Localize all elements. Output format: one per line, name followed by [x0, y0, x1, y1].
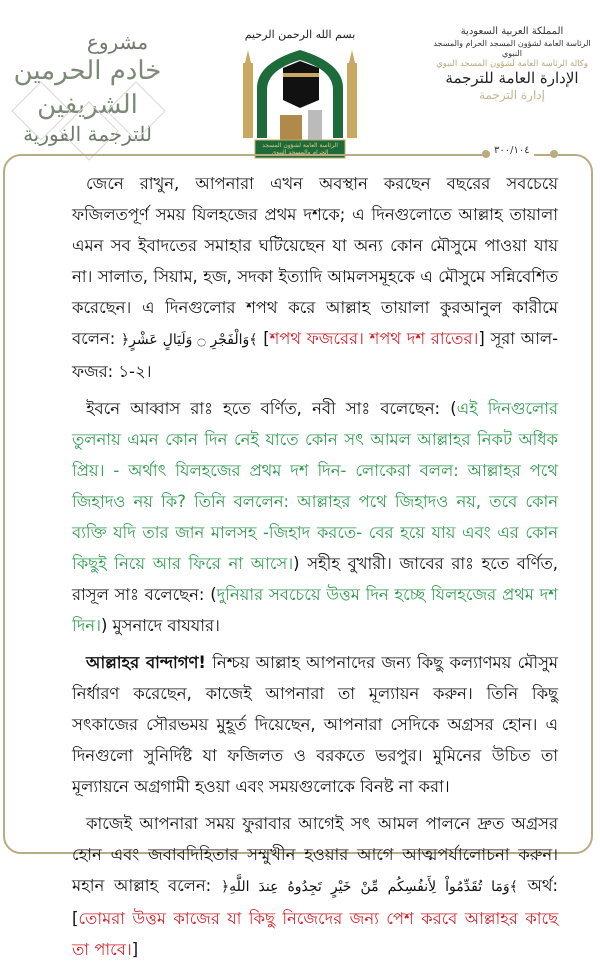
reference-number: ٣٠٠/١٠٤ [490, 145, 534, 156]
paragraph-2 [72, 393, 558, 641]
logo-right-line5: إدارة الترجمة [479, 87, 545, 102]
logo-right-line4: الإدارة العامة للترجمة [445, 69, 579, 88]
paragraph-1 [72, 168, 558, 387]
verse-translation: তোমরা উত্তম কাজের যা কিছু নিজেদের জন্য পেশ করবে আল্লাহর কাছে তা পাবে। [72, 909, 558, 959]
khadim-haramain-translation-logo [0, 30, 175, 155]
basmala: بسم الله الرحمن الرحيم [244, 28, 356, 41]
frame-dot [550, 150, 558, 158]
presidency-emblem [235, 28, 365, 163]
general-presidency-logo [432, 26, 592, 103]
text: কাজেই আপনারা সময় ফুরাবার আগেই সৎ আমল পালনে দ্রুত অগ্রসর হোন এবং জবাবদিহিতার সম্মুখীন হওয়ার আগে আত্মপর্যালোচনা করুন। মহান আল্লাহ বলেন: [72, 814, 558, 895]
logo-left-line2: خادم الحرمين الشريفين [13, 56, 162, 120]
document-body [72, 168, 558, 971]
hadith-source: ) মুসনাদে বাযযার। [100, 616, 220, 635]
logo-right-line2: الرئاسة العامة لشؤون المسجد الحرام والمسجد النبوي [433, 38, 591, 58]
logo-left-line1: مشروع [86, 30, 149, 54]
hadith-text-2: দুনিয়ার সবচেয়ে উত্তম দিন হচ্ছে যিলহজের প্রথম দশ দিন। [72, 585, 558, 635]
text: [ [257, 329, 270, 348]
text: অর্থ: [ [72, 876, 558, 928]
paragraph-4 [72, 808, 558, 965]
surah-reference: ] সূরা আল-ফজর: ১-২। [72, 329, 559, 381]
quran-verse-fajr: ﴿وَالْفَجْرِ ۝ وَلَيَالٍ عَشْرٍ﴾ [120, 332, 258, 348]
logo-right-line3: وكالة الرئاسة العامة لشؤون المسجد النبوي [436, 58, 588, 69]
address-heading: আল্লাহর বান্দাগণ! [86, 653, 206, 672]
text: নিশ্চয় আল্লাহ আপনাদের জন্য কিছু কল্যাণময় মৌসুম নির্ধারণ করেছেন, কাজেই আপনারা তা মূল্যায়ন করুন। তিনি কিছু সৎকাজের সৌরভময় মুহূর্ত দিয়েছেন, আপনারা সেদিকে অগ্রসর হোন। এ দিনগুলো সুনির্দিষ্ট যা ফজিলত ও বরকতে ভরপুর। মুমিনের উচিত তা মূল্যায়নে অগ্রগামী হওয়া এবং সময়গুলোকে বিনষ্ট না করা। [72, 653, 559, 796]
logo-left-line3: للترجمة الفورية [23, 122, 152, 146]
paragraph-3 [72, 647, 558, 802]
text: ] [131, 940, 139, 959]
emblem-banner-text: الرئاسة العامة لشؤون المسجد الحرام والمسجد النبوي [262, 142, 338, 156]
logo-right-line1: المملكة العربية السعودية [460, 26, 564, 37]
verse-translation: শপথ ফজরের। শপথ দশ রাতের। [269, 329, 479, 348]
text: ) সহীহ বুখারী। জাবের রাঃ হতে বর্ণিত, রাসূল সাঃ বলেছেন: ( [72, 554, 558, 604]
quran-verse: ﴿وَمَا تُقَدِّمُواْ لِأَنفُسِكُم مِّنْ خَيْرٍ تَجِدُوهُ عِندَ اللَّهِ﴾ [220, 879, 518, 895]
frame-dot [482, 150, 490, 158]
hadith-text-1: এই দিনগুলোর তুলনায় এমন কোন দিন নেই যাতে কোন সৎ আমল আল্লাহর নিকট অধিক প্রিয়। - অর্থাৎ যিলহজের প্রথম দশ দিন- লোকেরা বলল: আল্লাহর পথে জিহাদও নয় কি? তিনি বললেন: আল্লাহর পথে জিহাদও নয়, তবে কোন ব্যক্তি যদি তার জান মালসহ -জিহাদ করতে- বের হয়ে যায় এবং এর কোন কিছুই নিয়ে আর ফিরে না আসে। [72, 399, 558, 573]
text: ইবনে আব্বাস রাঃ হতে বর্ণিত, নবী সাঃ বলেছেন: ( [86, 399, 457, 418]
text: জেনে রাখুন, আপনারা এখন অবস্থান করছেন বছরের সবচেয়ে ফজিলতপূর্ণ সময় যিলহজের প্রথম দশকে; এ দিনগুলোতে আল্লাহ তায়ালা এমন সব ইবাদতের সমাহার ঘটিয়েছেন যা অন্য কোন মৌসুমে পাওয়া যায় না। সালাত, সিয়াম, হজ, সদকা ইত্যাদি আমলসমূহকে এ মৌসুমে সন্নিবেশিত করেছেন। এ দিনগুলোর শপথ করে আল্লাহ তায়ালা কুরআনুল কারীমে বলেন: [72, 174, 558, 348]
